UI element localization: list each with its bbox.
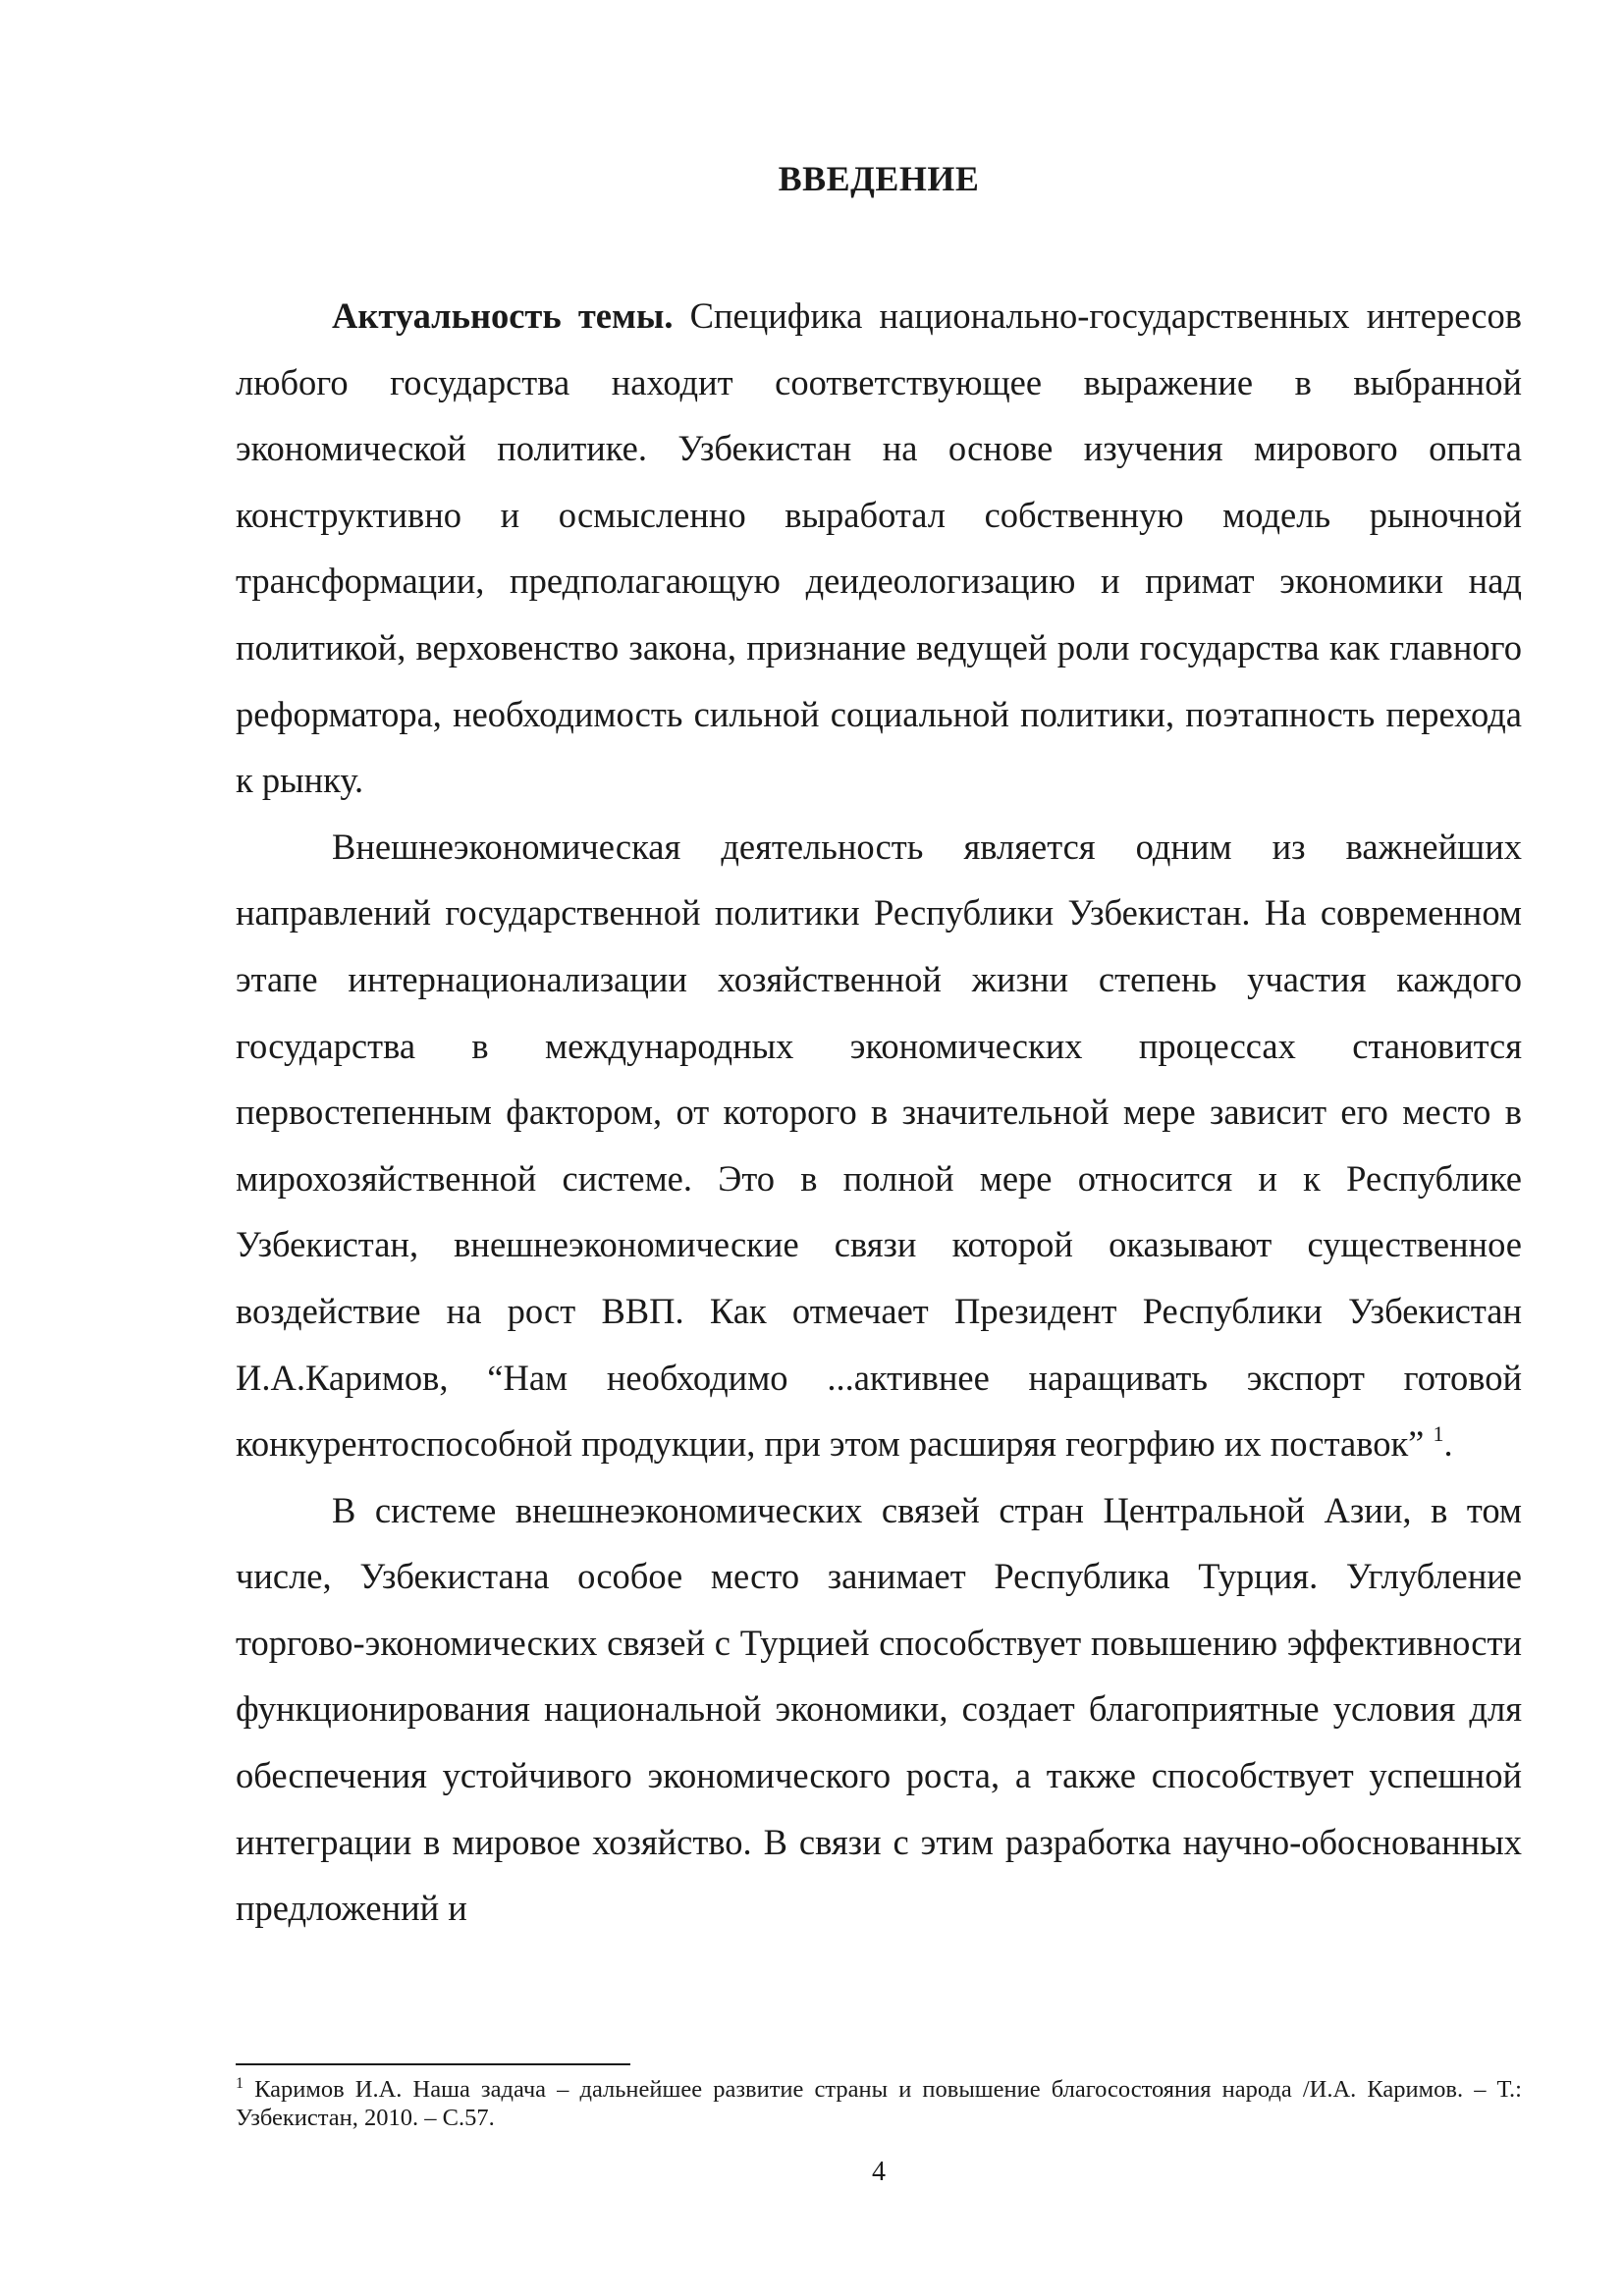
paragraph-lead: Актуальность темы. — [332, 295, 674, 336]
footnote-separator — [236, 2063, 630, 2065]
page-title: ВВЕДЕНИЕ — [778, 159, 980, 198]
paragraph-foreign-trade — [236, 814, 1522, 1477]
footnote — [236, 2075, 1522, 2132]
paragraph-turkey-relations — [236, 1477, 1522, 1942]
paragraph-text: В системе внешнеэкономических связей стран Центральной Азии, в том числе, Узбекистана особое место занимает Республика Турция. Углубление торгово-экономических связей с Турцией способствует повышению эффективности функционирования национальной экономики, создает благоприятные условия для обеспечения устойчивого экономического роста, а также способствует успешной интеграции в мировое хозяйство. В связи с этим разработка научно-обоснованных предложений и — [236, 1489, 1522, 1929]
paragraph-text: Специфика национально-государственных интересов любого государства находит соответствующее выражение в выбранной экономической политике. Узбекистан на основе изучения мирового опыта конструктивно и осмысленно выработал собственную модель рыночной трансформации, предполагающую деидеологизацию и примат экономики над политикой, верховенство закона, признание ведущей роли государства как главного реформатора, необходимость сильной социальной политики, поэтапность перехода к рынку. — [236, 295, 1522, 801]
footnote-text: Каримов И.А. Наша задача – дальнейшее развитие страны и повышение благосостояния народа /И.А. Каримов. – Т.: Узбекистан, 2010. – С.57. — [236, 2076, 1522, 2131]
footnote-mark: 1 — [236, 2075, 244, 2092]
paragraph-tail: . — [1443, 1423, 1453, 1465]
page-number: 4 — [872, 2157, 886, 2187]
paragraph-relevance — [236, 283, 1522, 814]
page-content — [236, 0, 1522, 2296]
footnote-reference[interactable]: 1 — [1433, 1421, 1444, 1447]
body-text — [236, 283, 1522, 1942]
paragraph-text: Внешнеэкономическая деятельность является одним из важнейших направлений государственной политики Республики Узбекистан. На современном этапе интернационализации хозяйственной жизни степень участия каждого государства в международных экономических процессах становится первостепенным фактором, от которого в значительной мере зависит его место в мирохозяйственной системе. Это в полной мере относится и к Республике Узбекистан, внешнеэкономические связи которой оказывают существенное воздействие на рост ВВП. Как отмечает Президент Республики Узбекистан И.А.Каримов, “Нам необходимо ...активнее наращивать экспорт готовой конкурентоспособной продукции, при этом расширяя геогрфию их поставок” — [236, 826, 1522, 1465]
